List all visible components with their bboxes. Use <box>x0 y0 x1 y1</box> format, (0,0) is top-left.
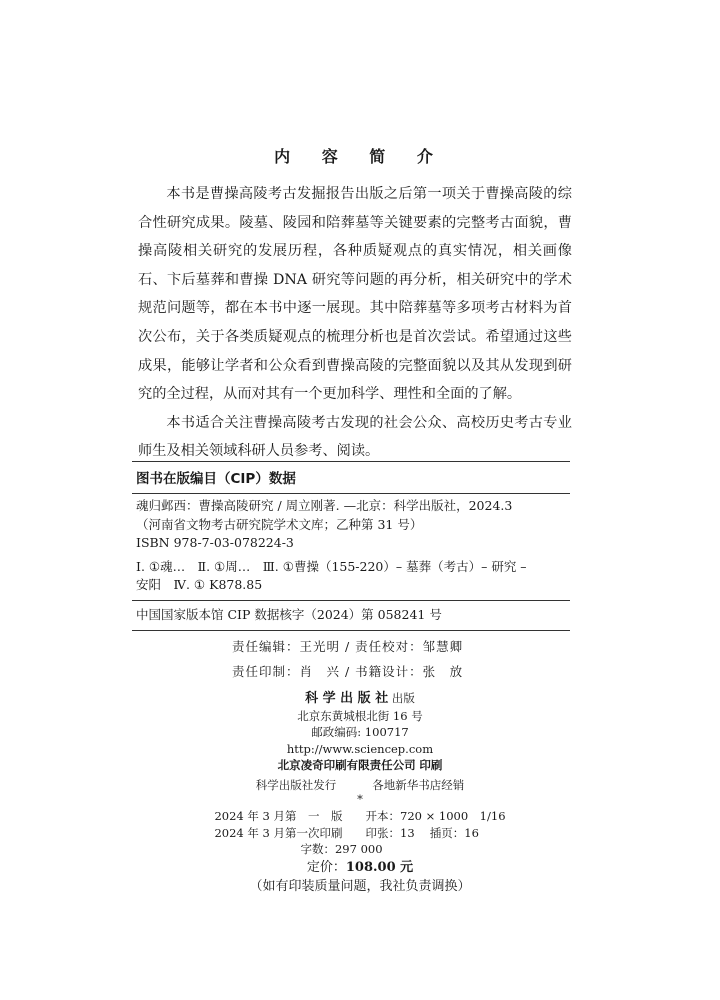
cip-body <box>132 494 570 601</box>
edition-row: 2024 年 3 月第 一 版 开本：720 × 1000 1/16 <box>214 809 506 823</box>
edition-info <box>214 808 505 858</box>
star-divider: * <box>357 792 363 806</box>
printer-name: 北京凌奇印刷有限责任公司 <box>277 758 416 772</box>
cip-heading: 图书在版编目（CIP）数据 <box>132 462 570 494</box>
page-title: 内 容 简 介 <box>274 147 446 166</box>
price-line <box>0 860 720 877</box>
cip-number: 中国国家版本馆 CIP 数据核字（2024）第 058241 号 <box>136 606 442 622</box>
publisher-postcode: 邮政编码: 100717 <box>311 725 409 739</box>
intro-paragraph-2: 本书适合关注曹操高陵考古发现的社会公众、高校历史考古专业师生及相关领域科研人员参考、阅读。 <box>138 414 572 460</box>
printer-suffix: 印刷 <box>419 758 443 772</box>
distributor: 科学出版社发行 <box>255 777 337 792</box>
publisher-info <box>0 690 720 896</box>
publisher-url: http://www.sciencep.com <box>286 741 434 756</box>
cip-line: Ⅰ. ①魂… Ⅱ. ①周… Ⅲ. ①曹操（155-220）– 墓葬（考古）– 研究 – <box>136 558 527 574</box>
staff-credits <box>232 634 463 684</box>
price-value: 108.00 元 <box>345 859 414 875</box>
edition-row: 2024 年 3 月第一次印刷 印张：13 插页：16 <box>214 825 479 840</box>
price-label: 定价： <box>306 859 346 875</box>
cip-line: 魂归邺西：曹操高陵研究 / 周立刚著. —北京：科学出版社，2024.3 <box>136 498 513 513</box>
edition-row: 字数：297 000 <box>300 842 383 856</box>
cip-line: （河南省文物考古研究院学术文库；乙种第 31 号） <box>136 516 423 532</box>
staff-line: 责任印制：肖 兴 / 书籍设计：张 放 <box>232 664 464 679</box>
publisher-name: 科 学 出 版 社 <box>305 691 389 706</box>
publisher-suffix: 出版 <box>391 691 415 705</box>
cip-isbn: ISBN 978-7-03-078224-3 <box>136 535 294 550</box>
seller: 各地新华书店经销 <box>372 777 465 792</box>
intro-paragraph-1: 本书是曹操高陵考古发掘报告出版之后第一项关于曹操高陵的综合性研究成果。陵墓、陵园和陪葬墓等关键要素的完整考古面貌，曹操高陵相关研究的发展历程，各种质疑观点的真实情况，相关画像石、卞后墓葬和曹操 DNA 研究等问题的再分析，相关研究中的学术规范问题等，都在本书中逐一展现。其中陪葬墓等多项考古材料为首次公布，关于各类质疑观点的梳理分析也是首次尝试。希望通过这些成果，能够让学者和公众看到曹操高陵的完整面貌以及其从发现到研究的全过程，从而对其有一个更加科学、理性和全面的了解。 <box>138 186 572 403</box>
cip-block <box>132 461 570 631</box>
publisher-line <box>0 690 720 708</box>
intro-section <box>138 180 572 466</box>
staff-line: 责任编辑：王光明 / 责任校对：邹慧卿 <box>232 639 464 654</box>
cip-line: 安阳 Ⅳ. ① K878.85 <box>136 577 263 592</box>
quality-note: （如有印装质量问题，我社负责调换） <box>249 879 471 894</box>
printer-line <box>0 757 720 774</box>
publisher-address: 北京东黄城根北街 16 号 <box>297 708 423 723</box>
distribution-line <box>0 777 720 794</box>
